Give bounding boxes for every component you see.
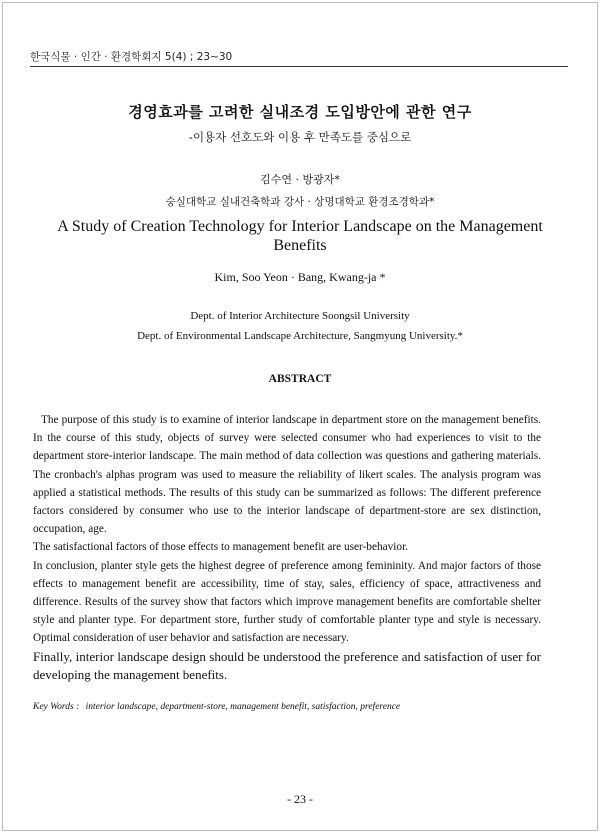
abstract-paragraph: Finally, interior landscape design should be understood the preference and satisfaction of user for developing the management benefits. [33, 648, 541, 682]
abstract-body [33, 411, 541, 684]
english-title-line-2: Benefits [273, 237, 327, 254]
journal-header: 한국식물 · 인간 · 환경학회지 5(4) ; 23~30 [30, 51, 233, 63]
korean-title: 경영효과를 고려한 실내조경 도입방안에 관한 연구 [128, 103, 472, 121]
abstract-heading: ABSTRACT [268, 373, 332, 385]
keywords-list: interior landscape, department-store, management benefit, satisfaction, preference [85, 702, 401, 712]
korean-affiliation: 숭실대학교 실내건축학과 강사 · 상명대학교 환경조경학과* [165, 196, 435, 208]
affiliation-1: Dept. of Interior Architecture Soongsil University [190, 310, 410, 322]
korean-authors: 김수연 · 방광자* [260, 173, 340, 186]
affiliation-2: Dept. of Environmental Landscape Architecture, Sangmyung University.* [137, 330, 463, 342]
english-title-line-1: A Study of Creation Technology for Interior Landscape on the Management [57, 218, 543, 235]
english-title [40, 217, 560, 255]
abstract-paragraph: The satisfactional factors of those effects to management benefit are user-behavior. [33, 541, 409, 554]
header-rule [30, 66, 568, 67]
page-number: - 23 - [287, 792, 313, 806]
abstract-paragraph: The purpose of this study is to examine of interior landscape in department store on the management benefits. In the course of this study, objects of survey were selected consumer who had experiences to visit to the department store-interior landscape. The main method of data collection was questions and gathering materials. The cronbach's alphas program was used to measure the reliability of likert scales. The analysis program was applied a statistical methods. The results of this study can be summarized as follows: The different preference factors considered by consumer who use to the interior landscape of department-store are sex distinction, occupation, age. [33, 414, 541, 536]
keywords [33, 702, 400, 712]
keywords-label: Key Words : [33, 702, 80, 712]
english-authors: Kim, Soo Yeon · Bang, Kwang-ja * [214, 270, 386, 284]
korean-subtitle: -이용자 선호도와 이용 후 만족도를 중심으로 [188, 130, 412, 144]
english-affiliations [0, 306, 600, 346]
abstract-paragraph: In conclusion, planter style gets the highest degree of preference among femininity. And major factors of those effects to management benefit are accessibility, time of stay, sales, efficiency of space, attractiveness and difference. Results of the survey show that factors which improve management benefits are comfortable shelter style and planter type. For department store, further study of comfortable planter type and style is necessary. Optimal consideration of user behavior and satisfaction are necessary. [33, 559, 541, 645]
